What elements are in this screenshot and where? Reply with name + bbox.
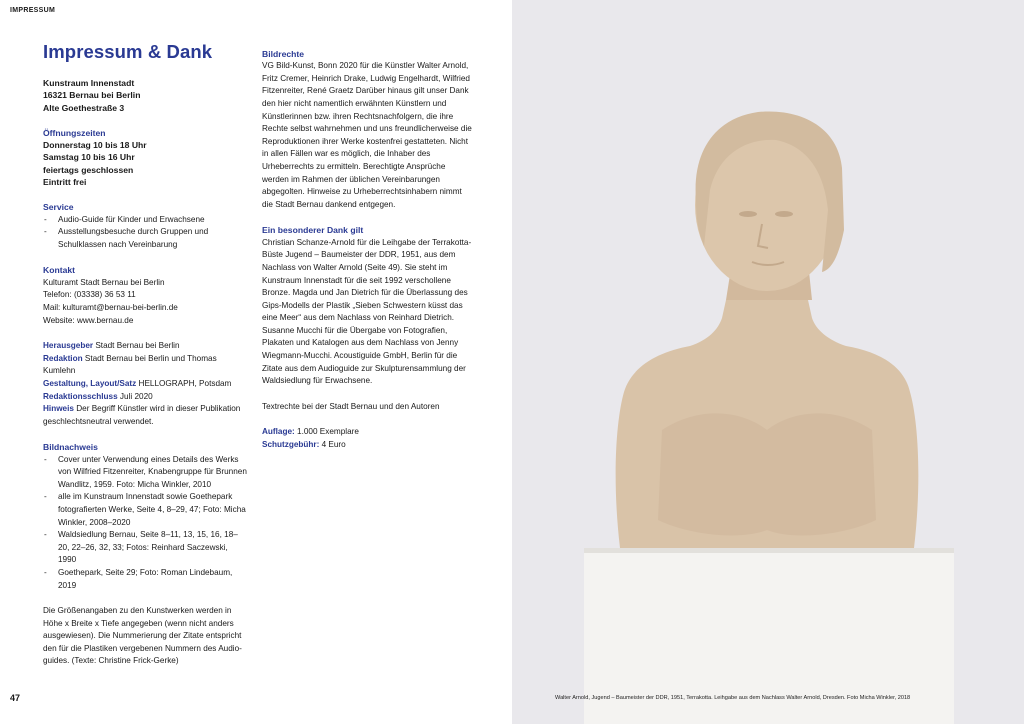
editor-value: Stadt Bernau bei Berlin und Thomas Kumlehn [43,353,217,376]
hours-line: feiertags geschlossen [43,164,134,175]
editor-line [43,353,248,378]
text-rights: Textrechte bei der Stadt Bernau und den Autoren [262,401,440,411]
publisher-value: Stadt Bernau bei Berlin [93,341,180,351]
service-list [43,214,248,252]
hours-line: Samstag 10 bis 16 Uhr [43,152,135,163]
address-line: 16321 Bernau bei Berlin [43,90,141,101]
fee-value: 4 Euro [319,440,346,450]
rights-text: VG Bild-Kunst, Bonn 2020 für die Künstler Walter Arnold, Fritz Cremer, Heinrich Drake, Ludwig Engelhardt, Wilfried Fitzenreiter, René Graetz Darüber hinaus gilt unser Dank den hier nicht namentlich erwähnten Künstlern und Künstlerinnen bzw. ihren Rechtsnachfolgern, die ihre Rechte selbst wahrnehmen und uns freundlicherweise die Reproduktionen ihrer Werke kostenfrei gestatteten. Nicht in allen Fällen war es möglich, die Inhaber des Urheberrechts zu ermitteln. Berechtigte Ansprüche werden im Rahmen der üblichen Vereinbarungen abgegolten. Hinweise zu Urheberrechtsinhabern nimmt die Stadt Bernau dankend entgegen. [262,61,472,209]
contact-line: Website: www.bernau.de [43,315,134,325]
publisher-line [43,340,248,353]
bust-eye-left [739,211,757,217]
bust-eye-right [775,211,793,217]
list-item: - Goethepark, Seite 29; Foto: Roman Lindebaum, 2019 [43,567,248,592]
image-credits-list [43,454,248,593]
fee-line [262,439,472,452]
hours-line: Eintritt frei [43,177,87,188]
page-number: 47 [10,693,21,703]
address-line: Alte Goethestraße 3 [43,102,125,113]
hours-heading: Öffnungszeiten [43,127,106,138]
editor-label: Redaktion [43,353,83,363]
list-item: - Audio-Guide für Kinder und Erwachsene [43,214,248,227]
contact-heading: Kontakt [43,265,75,276]
right-page [512,0,1024,724]
left-column [43,41,248,668]
thanks-text: Christian Schanze-Arnold für die Leihgabe der Terrakotta-Büste Jugend – Baumeister der DDR, 1951, aus dem Nachlass von Walter Arnold (Seite 49). Sie steht im Kunstraum Innenstadt für die seit 1992 verschollene Bronze. Magda und Jan Dietrich für die Überlassung des Gips-Modells der Plastik „Sieben Schwestern küsst das eine Meer“ aus dem Nachlass von Reinhard Dietrich. Susanne Mucchi für die Übergabe von Fotografien, Plakaten und Katalogen aus dem Nachlass von Jenny Wiegmann-Mucchi. Acoustiguide GmbH, Berlin für die Zitate aus dem Audioguide zur Skulpturensammlung der Waldsiedlung für Erwachsene. [262,237,472,386]
address-block [43,77,248,114]
right-column [262,48,472,452]
image-credits-heading: Bildnachweis [43,442,98,453]
note-line [43,403,248,428]
rights-block [262,48,472,211]
note-label: Hinweis [43,404,74,414]
edition-value: 1.000 Exemplare [294,427,359,437]
list-item: - alle im Kunstraum Innenstadt sowie Goethepark fotografierten Werke, Seite 4, 8–29, 47; Foto: Micha Winkler, 2008–2020 [43,491,248,529]
list-item: - Waldsiedlung Bernau, Seite 8–11, 13, 15, 16, 18–20, 22–26, 32, 33; Fotos: Reinhard Saczewski, 1990 [43,529,248,567]
credits-block [43,340,248,428]
hours-line: Donnerstag 10 bis 18 Uhr [43,140,147,151]
page-title: Impressum & Dank [43,41,213,62]
section-kicker: IMPRESSUM [10,7,56,14]
deadline-line [43,391,248,404]
service-block [43,201,248,251]
edition-line [262,426,472,439]
thanks-block [262,224,472,387]
sizes-note: Die Größenangaben zu den Kunstwerken werden in Höhe x Breite x Tiefe angegeben (wenn nicht anders ausgewiesen). Die Nummerierung der Zitate entspricht den für die Plastiken vergebenen Nummern des Audio-guides. (Texte: Christine Frick-Gerke) [43,606,242,666]
design-label: Gestaltung, Layout/Satz [43,378,137,388]
service-heading: Service [43,202,74,213]
pedestal-edge [584,548,954,553]
list-item: - Ausstellungsbesuche durch Gruppen und Schulklassen nach Vereinbarung [43,226,248,251]
hours-block [43,127,248,188]
bust-garment [658,413,876,535]
deadline-value: Juli 2020 [117,391,153,401]
design-line [43,378,248,391]
thanks-heading: Ein besonderer Dank gilt [262,225,364,236]
fee-label: Schutzgebühr: [262,440,320,450]
design-value: HELLOGRAPH, Potsdam [136,378,232,388]
list-item: - Cover unter Verwendung eines Details des Werks von Wilfried Fitzenreiter, Knabengruppe für Brunnen Wandlitz, 1959. Foto: Micha Winkler, 2010 [43,454,248,492]
photo-caption: Walter Arnold, Jugend – Baumeister der DDR, 1951, Terrakotta. Leihgabe aus dem Nachlass Walter Arnold, Dresden. Foto Micha Winkler, 2018 [555,695,911,701]
deadline-label: Redaktionsschluss [43,391,118,401]
contact-line: Mail: kulturamt@bernau-bei-berlin.de [43,302,178,312]
note-value: Der Begriff Künstler wird in dieser Publikation geschlechtsneutral verwendet. [43,404,241,426]
publisher-label: Herausgeber [43,341,94,351]
rights-heading: Bildrechte [262,49,305,59]
contact-line: Telefon: (03338) 36 53 11 [43,290,136,300]
edition-label: Auflage: [262,427,295,437]
image-credits-block [43,441,248,592]
address-line: Kunstraum Innenstadt [43,78,135,88]
contact-line: Kulturamt Stadt Bernau bei Berlin [43,277,165,287]
bust-photo [512,0,1024,724]
contact-block [43,264,248,327]
